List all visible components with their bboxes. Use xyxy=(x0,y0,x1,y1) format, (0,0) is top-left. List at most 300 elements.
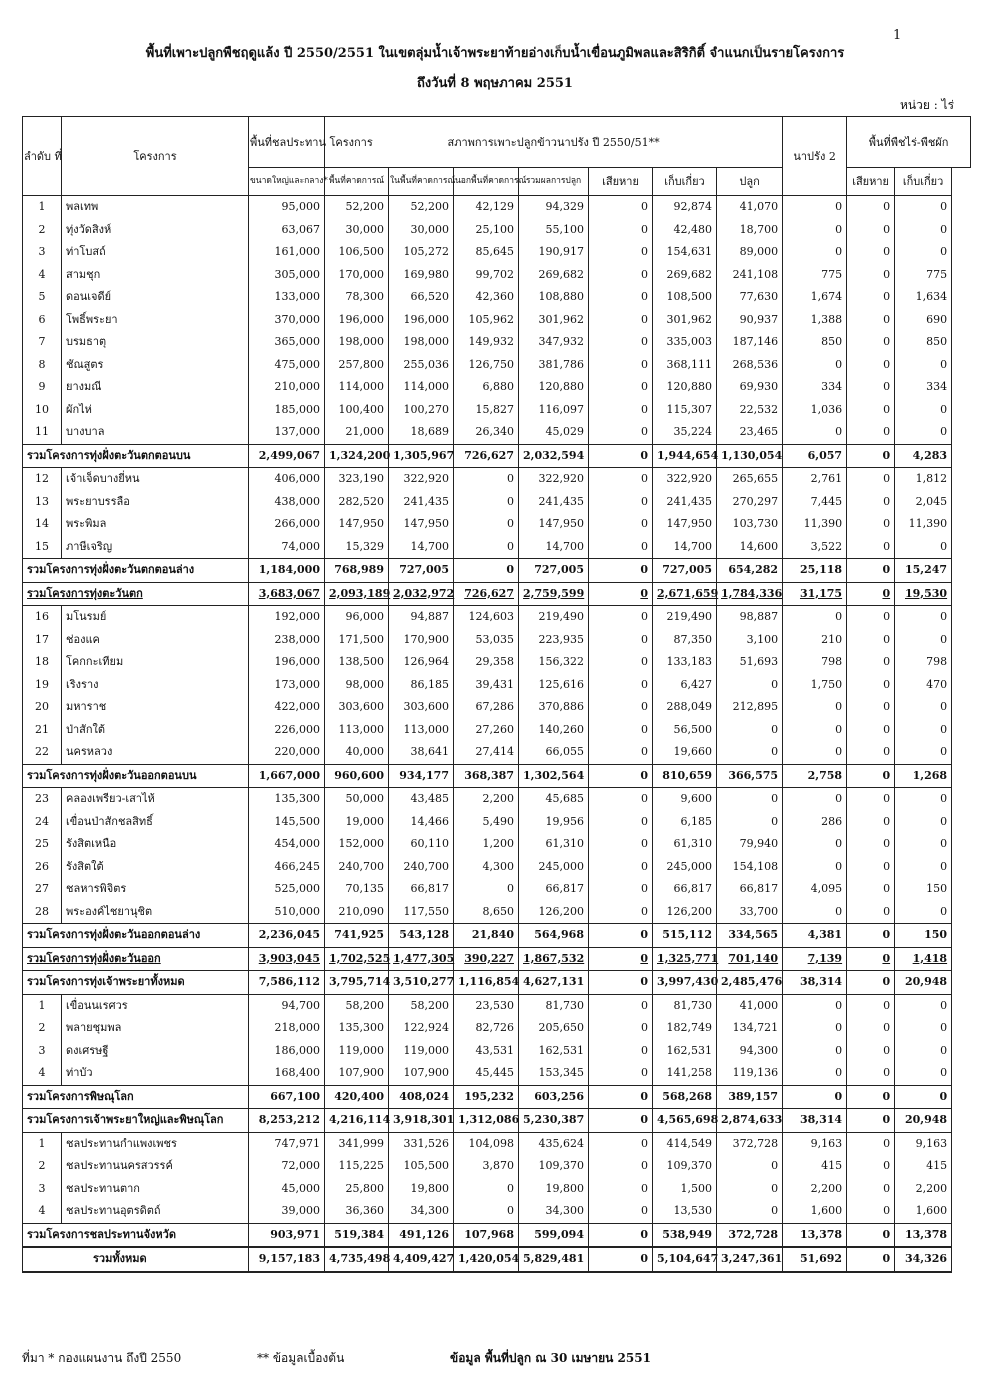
value-cell: 0 xyxy=(847,651,895,674)
value-cell: 0 xyxy=(847,264,895,287)
value-cell: 0 xyxy=(454,1178,519,1201)
row-index: 11 xyxy=(23,421,62,444)
value-cell: 22,532 xyxy=(717,399,783,422)
value-cell: 27,414 xyxy=(454,741,519,764)
project-name: ท่าโบสถ์ xyxy=(62,241,249,264)
value-cell: 170,900 xyxy=(389,629,454,652)
value-cell: 219,490 xyxy=(519,606,589,629)
value-cell: 903,971 xyxy=(249,1223,325,1247)
value-cell: 3,247,361 xyxy=(717,1247,783,1272)
value-cell: 58,200 xyxy=(325,994,389,1017)
value-cell: 113,000 xyxy=(389,719,454,742)
value-cell: 20,948 xyxy=(895,1109,952,1133)
value-cell: 269,682 xyxy=(653,264,717,287)
value-cell: 2,200 xyxy=(783,1178,847,1201)
value-cell: 219,490 xyxy=(653,606,717,629)
value-cell: 775 xyxy=(895,264,952,287)
value-cell: 727,005 xyxy=(389,559,454,583)
value-cell: 150 xyxy=(895,878,952,901)
value-cell: 36,360 xyxy=(325,1200,389,1223)
value-cell: 53,035 xyxy=(454,629,519,652)
value-cell: 2,671,659 xyxy=(653,582,717,606)
value-cell: 0 xyxy=(589,331,653,354)
value-cell: 226,000 xyxy=(249,719,325,742)
value-cell: 2,499,067 xyxy=(249,444,325,468)
value-cell: 196,000 xyxy=(389,309,454,332)
value-cell: 34,300 xyxy=(519,1200,589,1223)
value-cell: 0 xyxy=(589,376,653,399)
value-cell: 1,268 xyxy=(895,764,952,788)
value-cell: 116,097 xyxy=(519,399,589,422)
value-cell: 0 xyxy=(589,219,653,242)
project-name: มโนรมย์ xyxy=(62,606,249,629)
value-cell: 323,190 xyxy=(325,468,389,491)
project-name: ดงเศรษฐี xyxy=(62,1040,249,1063)
value-cell: 7,586,112 xyxy=(249,971,325,995)
value-cell: 5,230,387 xyxy=(519,1109,589,1133)
value-cell: 0 xyxy=(454,513,519,536)
value-cell: 124,603 xyxy=(454,606,519,629)
value-cell: 3,997,430 xyxy=(653,971,717,995)
value-cell: 38,314 xyxy=(783,1109,847,1133)
value-cell: 43,531 xyxy=(454,1040,519,1063)
value-cell: 0 xyxy=(783,719,847,742)
value-cell: 196,000 xyxy=(249,651,325,674)
value-cell: 0 xyxy=(589,1247,653,1272)
project-name: รังสิตใต้ xyxy=(62,856,249,879)
value-cell: 0 xyxy=(783,994,847,1017)
value-cell: 257,800 xyxy=(325,354,389,377)
project-name: ท่าบัว xyxy=(62,1062,249,1085)
value-cell: 0 xyxy=(589,444,653,468)
table-row xyxy=(23,1155,971,1178)
value-cell: 0 xyxy=(847,1017,895,1040)
value-cell: 0 xyxy=(895,629,952,652)
value-cell: 0 xyxy=(589,856,653,879)
value-cell: 58,200 xyxy=(389,994,454,1017)
value-cell: 519,384 xyxy=(325,1223,389,1247)
value-cell: 0 xyxy=(589,606,653,629)
project-name: ชลหารพิจิตร xyxy=(62,878,249,901)
table-row xyxy=(23,1062,971,1085)
value-cell: 52,200 xyxy=(389,196,454,219)
value-cell: 168,400 xyxy=(249,1062,325,1085)
project-name: พระองค์ไชยานุชิต xyxy=(62,901,249,924)
value-cell: 60,110 xyxy=(389,833,454,856)
value-cell: 0 xyxy=(717,788,783,811)
value-cell: 15,247 xyxy=(895,559,952,583)
value-cell: 0 xyxy=(783,1085,847,1109)
value-cell: 466,245 xyxy=(249,856,325,879)
value-cell: 169,980 xyxy=(389,264,454,287)
value-cell: 370,886 xyxy=(519,696,589,719)
value-cell: 0 xyxy=(847,536,895,559)
unit-label: หน่วย : ไร่ xyxy=(900,98,955,112)
value-cell: 8,650 xyxy=(454,901,519,924)
value-cell: 2,485,476 xyxy=(717,971,783,995)
subtotal-row xyxy=(23,1223,971,1247)
value-cell: 0 xyxy=(589,241,653,264)
value-cell: 119,000 xyxy=(325,1040,389,1063)
value-cell: 2,759,599 xyxy=(519,582,589,606)
value-cell: 1,944,654 xyxy=(653,444,717,468)
value-cell: 0 xyxy=(847,901,895,924)
value-cell: 1,325,771 xyxy=(653,947,717,971)
value-cell: 270,297 xyxy=(717,491,783,514)
project-name: ชลประทานกำแพงเพชร xyxy=(62,1132,249,1155)
value-cell: 25,118 xyxy=(783,559,847,583)
value-cell: 2,236,045 xyxy=(249,924,325,948)
value-cell: 3,870 xyxy=(454,1155,519,1178)
value-cell: 0 xyxy=(589,582,653,606)
value-cell: 109,370 xyxy=(653,1155,717,1178)
row-index: 4 xyxy=(23,264,62,287)
row-index: 12 xyxy=(23,468,62,491)
value-cell: 147,950 xyxy=(519,513,589,536)
value-cell: 1,667,000 xyxy=(249,764,325,788)
value-cell: 51,692 xyxy=(783,1247,847,1272)
subtotal-label: รวมโครงการทุ่งฝั่งตะวันตกตอนบน xyxy=(23,444,249,468)
value-cell: 14,466 xyxy=(389,811,454,834)
value-cell: 0 xyxy=(895,719,952,742)
row-index: 20 xyxy=(23,696,62,719)
value-cell: 20,948 xyxy=(895,971,952,995)
value-cell: 223,935 xyxy=(519,629,589,652)
grand-total-row xyxy=(23,1247,971,1272)
value-cell: 1,477,305 xyxy=(389,947,454,971)
row-index: 1 xyxy=(23,994,62,1017)
value-cell: 798 xyxy=(783,651,847,674)
value-cell: 11,390 xyxy=(895,513,952,536)
value-cell: 0 xyxy=(589,286,653,309)
value-cell: 0 xyxy=(717,1200,783,1223)
value-cell: 303,600 xyxy=(325,696,389,719)
value-cell: 0 xyxy=(589,901,653,924)
row-index: 19 xyxy=(23,674,62,697)
value-cell: 0 xyxy=(895,1040,952,1063)
value-cell: 126,964 xyxy=(389,651,454,674)
value-cell: 42,480 xyxy=(653,219,717,242)
value-cell: 0 xyxy=(847,878,895,901)
value-cell: 190,917 xyxy=(519,241,589,264)
value-cell: 0 xyxy=(847,582,895,606)
value-cell: 0 xyxy=(589,421,653,444)
table-row xyxy=(23,536,971,559)
row-index: 2 xyxy=(23,219,62,242)
value-cell: 106,500 xyxy=(325,241,389,264)
value-cell: 0 xyxy=(589,1109,653,1133)
value-cell: 210 xyxy=(783,629,847,652)
value-cell: 41,000 xyxy=(717,994,783,1017)
value-cell: 19,956 xyxy=(519,811,589,834)
header-irrigated-area: พื้นที่ชลประทาน โครงการ xyxy=(249,117,325,168)
value-cell: 0 xyxy=(589,1155,653,1178)
value-cell: 389,157 xyxy=(717,1085,783,1109)
value-cell: 368,111 xyxy=(653,354,717,377)
value-cell: 39,000 xyxy=(249,1200,325,1223)
value-cell: 0 xyxy=(847,971,895,995)
table-row xyxy=(23,719,971,742)
value-cell: 454,000 xyxy=(249,833,325,856)
value-cell: 0 xyxy=(847,811,895,834)
value-cell: 747,971 xyxy=(249,1132,325,1155)
table-row xyxy=(23,468,971,491)
value-cell: 0 xyxy=(717,1155,783,1178)
value-cell: 366,575 xyxy=(717,764,783,788)
table-row xyxy=(23,741,971,764)
value-cell: 0 xyxy=(589,536,653,559)
value-cell: 0 xyxy=(717,811,783,834)
header-upland-damaged: เสียหาย xyxy=(847,168,895,196)
value-cell: 303,600 xyxy=(389,696,454,719)
table-row xyxy=(23,606,971,629)
row-index: 14 xyxy=(23,513,62,536)
value-cell: 19,660 xyxy=(653,741,717,764)
value-cell: 934,177 xyxy=(389,764,454,788)
value-cell: 0 xyxy=(895,241,952,264)
crop-area-table xyxy=(22,116,971,1273)
value-cell: 0 xyxy=(589,674,653,697)
value-cell: 1,418 xyxy=(895,947,952,971)
value-cell: 0 xyxy=(847,1085,895,1109)
value-cell: 7,445 xyxy=(783,491,847,514)
value-cell: 0 xyxy=(895,833,952,856)
value-cell: 0 xyxy=(847,331,895,354)
value-cell: 109,370 xyxy=(519,1155,589,1178)
value-cell: 0 xyxy=(717,674,783,697)
value-cell: 0 xyxy=(589,811,653,834)
value-cell: 115,307 xyxy=(653,399,717,422)
value-cell: 196,000 xyxy=(325,309,389,332)
value-cell: 850 xyxy=(895,331,952,354)
value-cell: 135,300 xyxy=(325,1017,389,1040)
value-cell: 1,302,564 xyxy=(519,764,589,788)
value-cell: 305,000 xyxy=(249,264,325,287)
value-cell: 72,000 xyxy=(249,1155,325,1178)
table-row xyxy=(23,399,971,422)
value-cell: 0 xyxy=(589,788,653,811)
value-cell: 0 xyxy=(847,444,895,468)
footer-note: ** ข้อมูลเบื้องต้น xyxy=(257,1351,345,1365)
value-cell: 161,000 xyxy=(249,241,325,264)
table-row xyxy=(23,491,971,514)
value-cell: 0 xyxy=(589,719,653,742)
value-cell: 0 xyxy=(895,901,952,924)
value-cell: 286 xyxy=(783,811,847,834)
value-cell: 115,225 xyxy=(325,1155,389,1178)
value-cell: 241,435 xyxy=(653,491,717,514)
row-index: 26 xyxy=(23,856,62,879)
row-index: 9 xyxy=(23,376,62,399)
row-index: 13 xyxy=(23,491,62,514)
value-cell: 66,520 xyxy=(389,286,454,309)
header-upland-harvest: เก็บเกี่ยว xyxy=(895,168,952,196)
value-cell: 0 xyxy=(589,629,653,652)
value-cell: 79,940 xyxy=(717,833,783,856)
header-rice-status: สภาพการเพาะปลูกข้าวนาปรัง ปี 2550/51** xyxy=(325,117,783,168)
value-cell: 0 xyxy=(589,354,653,377)
value-cell: 0 xyxy=(847,788,895,811)
value-cell: 85,645 xyxy=(454,241,519,264)
value-cell: 2,758 xyxy=(783,764,847,788)
value-cell: 0 xyxy=(895,606,952,629)
value-cell: 6,880 xyxy=(454,376,519,399)
subtotal-label: รวมโครงการทุ่งตะวันตก xyxy=(23,582,249,606)
value-cell: 94,300 xyxy=(717,1040,783,1063)
value-cell: 19,530 xyxy=(895,582,952,606)
row-index: 15 xyxy=(23,536,62,559)
subtotal-label: รวมโครงการทุ่งฝั่งตะวันออก xyxy=(23,947,249,971)
value-cell: 0 xyxy=(847,468,895,491)
value-cell: 0 xyxy=(589,833,653,856)
value-cell: 1,312,086 xyxy=(454,1109,519,1133)
value-cell: 90,937 xyxy=(717,309,783,332)
value-cell: 2,032,594 xyxy=(519,444,589,468)
value-cell: 0 xyxy=(847,219,895,242)
value-cell: 0 xyxy=(589,196,653,219)
value-cell: 14,700 xyxy=(653,536,717,559)
value-cell: 81,730 xyxy=(519,994,589,1017)
value-cell: 334 xyxy=(783,376,847,399)
value-cell: 1,036 xyxy=(783,399,847,422)
value-cell: 599,094 xyxy=(519,1223,589,1247)
value-cell: 0 xyxy=(847,376,895,399)
project-name: พลายชุมพล xyxy=(62,1017,249,1040)
subtotal-row xyxy=(23,947,971,971)
row-index: 4 xyxy=(23,1200,62,1223)
value-cell: 1,388 xyxy=(783,309,847,332)
value-cell: 0 xyxy=(847,354,895,377)
value-cell: 61,310 xyxy=(519,833,589,856)
project-name: ช่องแค xyxy=(62,629,249,652)
value-cell: 42,360 xyxy=(454,286,519,309)
table-row xyxy=(23,994,971,1017)
value-cell: 0 xyxy=(783,1062,847,1085)
value-cell: 15,827 xyxy=(454,399,519,422)
value-cell: 0 xyxy=(589,559,653,583)
value-cell: 182,749 xyxy=(653,1017,717,1040)
value-cell: 0 xyxy=(895,741,952,764)
subtotal-row xyxy=(23,764,971,788)
value-cell: 4,095 xyxy=(783,878,847,901)
value-cell: 61,310 xyxy=(653,833,717,856)
value-cell: 14,700 xyxy=(519,536,589,559)
value-cell: 0 xyxy=(589,1040,653,1063)
value-cell: 147,950 xyxy=(389,513,454,536)
value-cell: 0 xyxy=(589,1178,653,1201)
value-cell: 5,490 xyxy=(454,811,519,834)
value-cell: 331,526 xyxy=(389,1132,454,1155)
value-cell: 150 xyxy=(895,924,952,948)
value-cell: 122,924 xyxy=(389,1017,454,1040)
value-cell: 173,000 xyxy=(249,674,325,697)
value-cell: 9,163 xyxy=(895,1132,952,1155)
row-index: 22 xyxy=(23,741,62,764)
value-cell: 347,932 xyxy=(519,331,589,354)
value-cell: 86,185 xyxy=(389,674,454,697)
row-index: 28 xyxy=(23,901,62,924)
value-cell: 0 xyxy=(783,741,847,764)
project-name: ทุ่งวัดสิงห์ xyxy=(62,219,249,242)
value-cell: 365,000 xyxy=(249,331,325,354)
value-cell: 0 xyxy=(895,196,952,219)
value-cell: 98,887 xyxy=(717,606,783,629)
value-cell: 5,829,481 xyxy=(519,1247,589,1272)
value-cell: 2,200 xyxy=(895,1178,952,1201)
value-cell: 335,003 xyxy=(653,331,717,354)
value-cell: 0 xyxy=(783,421,847,444)
value-cell: 301,962 xyxy=(653,309,717,332)
project-name: ชลประทานตาก xyxy=(62,1178,249,1201)
header-project: โครงการ xyxy=(62,117,249,196)
value-cell: 6,185 xyxy=(653,811,717,834)
value-cell: 140,260 xyxy=(519,719,589,742)
value-cell: 0 xyxy=(847,1109,895,1133)
row-index: 1 xyxy=(23,196,62,219)
value-cell: 0 xyxy=(783,833,847,856)
row-index: 25 xyxy=(23,833,62,856)
value-cell: 41,070 xyxy=(717,196,783,219)
project-name: ชัณสูตร xyxy=(62,354,249,377)
page-subtitle: ถึงวันที่ 8 พฤษภาคม 2551 xyxy=(417,76,573,91)
value-cell: 0 xyxy=(895,994,952,1017)
value-cell: 2,093,189 xyxy=(325,582,389,606)
table-row xyxy=(23,651,971,674)
value-cell: 0 xyxy=(895,696,952,719)
value-cell: 162,531 xyxy=(653,1040,717,1063)
table-row xyxy=(23,1132,971,1155)
value-cell: 0 xyxy=(847,629,895,652)
value-cell: 198,000 xyxy=(325,331,389,354)
value-cell: 7,139 xyxy=(783,947,847,971)
subtotal-row xyxy=(23,559,971,583)
value-cell: 415 xyxy=(783,1155,847,1178)
value-cell: 4,735,498 xyxy=(325,1247,389,1272)
subtotal-label: รวมโครงการชลประทานจังหวัด xyxy=(23,1223,249,1247)
value-cell: 87,350 xyxy=(653,629,717,652)
value-cell: 154,108 xyxy=(717,856,783,879)
value-cell: 126,200 xyxy=(653,901,717,924)
value-cell: 66,817 xyxy=(519,878,589,901)
value-cell: 525,000 xyxy=(249,878,325,901)
row-index: 24 xyxy=(23,811,62,834)
value-cell: 0 xyxy=(589,1132,653,1155)
project-name: โคกกะเทียม xyxy=(62,651,249,674)
value-cell: 422,000 xyxy=(249,696,325,719)
table-row xyxy=(23,1178,971,1201)
value-cell: 100,270 xyxy=(389,399,454,422)
row-index: 10 xyxy=(23,399,62,422)
subtotal-row xyxy=(23,1085,971,1109)
value-cell: 35,224 xyxy=(653,421,717,444)
value-cell: 220,000 xyxy=(249,741,325,764)
value-cell: 1,184,000 xyxy=(249,559,325,583)
value-cell: 21,000 xyxy=(325,421,389,444)
value-cell: 0 xyxy=(454,468,519,491)
table-row xyxy=(23,629,971,652)
value-cell: 96,000 xyxy=(325,606,389,629)
table-row xyxy=(23,241,971,264)
subtotal-label: รวมโครงการพิษณุโลก xyxy=(23,1085,249,1109)
value-cell: 0 xyxy=(847,1062,895,1085)
value-cell: 1,420,054 xyxy=(454,1247,519,1272)
value-cell: 77,630 xyxy=(717,286,783,309)
value-cell: 6,057 xyxy=(783,444,847,468)
value-cell: 241,435 xyxy=(519,491,589,514)
subtotal-row xyxy=(23,582,971,606)
value-cell: 119,136 xyxy=(717,1062,783,1085)
value-cell: 301,962 xyxy=(519,309,589,332)
